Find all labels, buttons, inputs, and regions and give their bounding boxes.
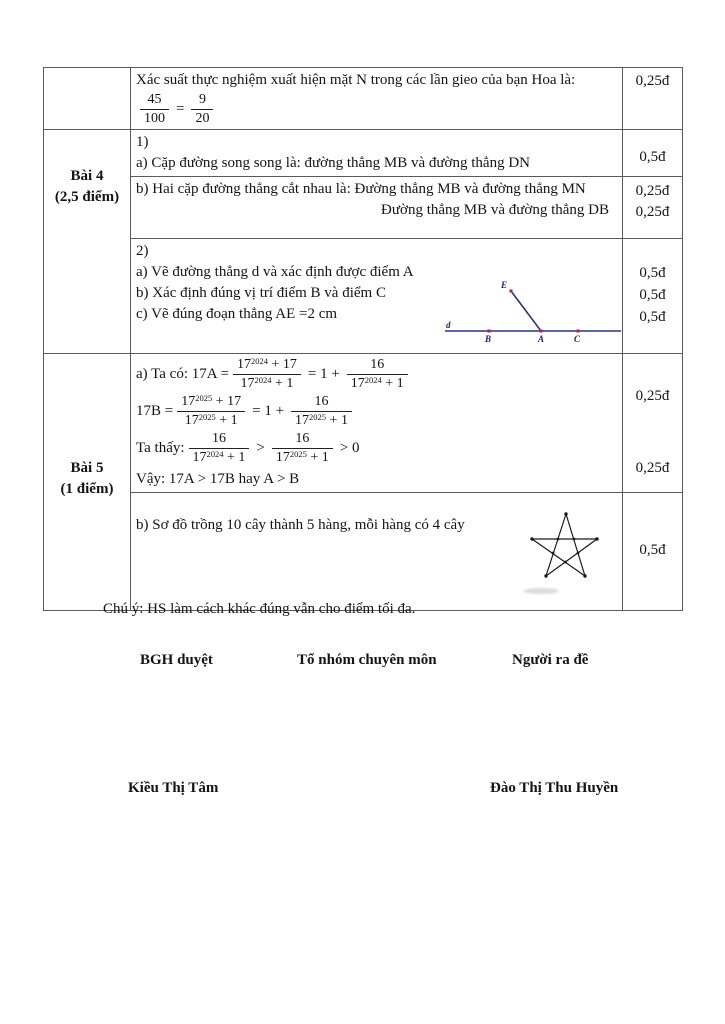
score-value: 0,25đ (635, 73, 670, 89)
point-E-dot (510, 290, 513, 293)
bai5-row6-content-cell (131, 493, 623, 611)
row3-line1: b) Hai cặp đường thẳng cắt nhau là: Đường thẳng MB và đường thẳng MN (136, 181, 586, 197)
row4-line3: b) Xác định đúng vị trí điểm B và điểm C (136, 285, 386, 301)
row5-line3-suffix: > 0 (339, 440, 360, 456)
bai5-row5-score-cell (623, 354, 683, 493)
bai5-label-cell (44, 354, 131, 611)
point-B-label: B (485, 334, 492, 344)
signature-title-to-nhom: Tổ nhóm chuyên môn (297, 652, 437, 668)
bai4-row2-content-cell (131, 130, 623, 177)
score-value: 0,25đ (635, 204, 670, 220)
score-value: 0,25đ (635, 460, 670, 476)
row5-line3 (136, 430, 617, 467)
table-row (44, 68, 683, 130)
score-value: 0,5đ (639, 309, 666, 325)
row2-line1: 1) (136, 134, 149, 150)
note-text: Chú ý: HS làm cách khác đúng vẫn cho điểm tối đa. (103, 601, 416, 617)
score-value: 0,5đ (639, 287, 666, 303)
scan-smudge (523, 588, 559, 594)
line-d-label: d (446, 320, 451, 330)
fraction-compare-right: $\frac{16}{17^{2025} + 1}$ (272, 431, 333, 466)
row5-line4: Vậy: 17A > 17B hay A > B (136, 470, 300, 487)
point-C-label: C (574, 334, 581, 344)
bai5-row6-score-cell (623, 493, 683, 611)
row1-text: Xác suất thực nghiệm xuất hiện mặt N trong các lần gieo của bạn Hoa là: (136, 72, 576, 88)
answer-key-table (43, 67, 683, 611)
row5-line2 (136, 393, 617, 430)
point-A-dot (540, 330, 543, 333)
row2-line2: a) Cặp đường song song là: đường thẳng MB và đường thẳng DN (136, 155, 530, 171)
table-row (44, 239, 683, 354)
bai4-title: Bài 4 (70, 168, 104, 184)
point-B-dot (488, 330, 491, 333)
geometry-figure-svg (443, 278, 622, 344)
row5-line2-prefix: 17B = (136, 403, 174, 419)
greater-than-sign: > (256, 440, 265, 456)
point-E-label: E (501, 280, 508, 290)
table-row (44, 130, 683, 177)
bai4-row4-score-cell (623, 239, 683, 354)
bai4-row3-content-cell (131, 177, 623, 239)
fraction-17B: $\frac{17^{2025} + 17}{17^{2025} + 1}$ (177, 394, 245, 429)
bai4-row2-score-cell (623, 130, 683, 177)
row5-line1 (136, 356, 617, 393)
score-value: 0,5đ (639, 542, 666, 558)
score-value: 0,5đ (639, 149, 666, 165)
fraction-16-over-17-2025: $\frac{16}{17^{2025} + 1}$ (291, 394, 352, 429)
bai5-title: Bài 5 (70, 460, 104, 476)
point-C-dot (577, 330, 580, 333)
row6-text: b) Sơ đồ trồng 10 cây thành 5 hàng, mỗi hàng có 4 cây (136, 517, 465, 533)
row4-line2: a) Vẽ đường thẳng d và xác định được điểm A (136, 264, 414, 280)
bai4-row3-score-cell (623, 177, 683, 239)
row4-line4: c) Vẽ đúng đoạn thẳng AE =2 cm (136, 306, 338, 322)
row3-line2: Đường thẳng MB và đường thẳng DB (381, 202, 609, 218)
fraction-17A: $\frac{17^{2024} + 17}{17^{2024} + 1}$ (233, 357, 301, 392)
table-row (44, 493, 683, 611)
signature-name-1: Kiều Thị Tâm (128, 780, 219, 796)
score-value: 0,5đ (639, 265, 666, 281)
row1-content-cell (131, 68, 623, 130)
row4-line1: 2) (136, 243, 149, 259)
bai5-row5-content-cell (131, 354, 623, 493)
fraction-16-over-17-2024: $\frac{16}{17^{2024} + 1}$ (347, 357, 408, 392)
bai4-points: (2,5 điểm) (54, 189, 120, 205)
row5-line1-prefix: a) Ta có: 17A = (136, 366, 229, 382)
score-value: 0,25đ (635, 183, 670, 199)
score-value: 0,25đ (635, 388, 670, 404)
fraction-45-100: $\frac{45}{100}$ (140, 92, 169, 127)
star-figure-svg (528, 507, 604, 583)
fraction-9-20: $\frac{9}{20}$ (191, 92, 213, 127)
row5-line2-mid: = 1 + (252, 403, 285, 419)
row1-score-cell (623, 68, 683, 130)
row1-math-line (136, 92, 617, 127)
table-row (44, 354, 683, 493)
table-row (44, 177, 683, 239)
bai5-points: (1 điểm) (60, 481, 114, 497)
signature-title-bgh: BGH duyệt (140, 652, 213, 668)
signature-name-2: Đào Thị Thu Huyền (490, 780, 619, 796)
bai4-label-cell (44, 130, 131, 354)
row5-line1-mid: = 1 + (307, 366, 340, 382)
row5-line3-prefix: Ta thấy: (136, 440, 185, 456)
equals-sign: = (176, 101, 185, 117)
point-A-label: A (538, 334, 545, 344)
row1-label-cell (44, 68, 131, 130)
bai4-row4-content-cell (131, 239, 623, 354)
signature-title-nguoi-ra-de: Người ra đề (512, 652, 589, 668)
fraction-compare-left: $\frac{16}{17^{2024} + 1}$ (189, 431, 250, 466)
